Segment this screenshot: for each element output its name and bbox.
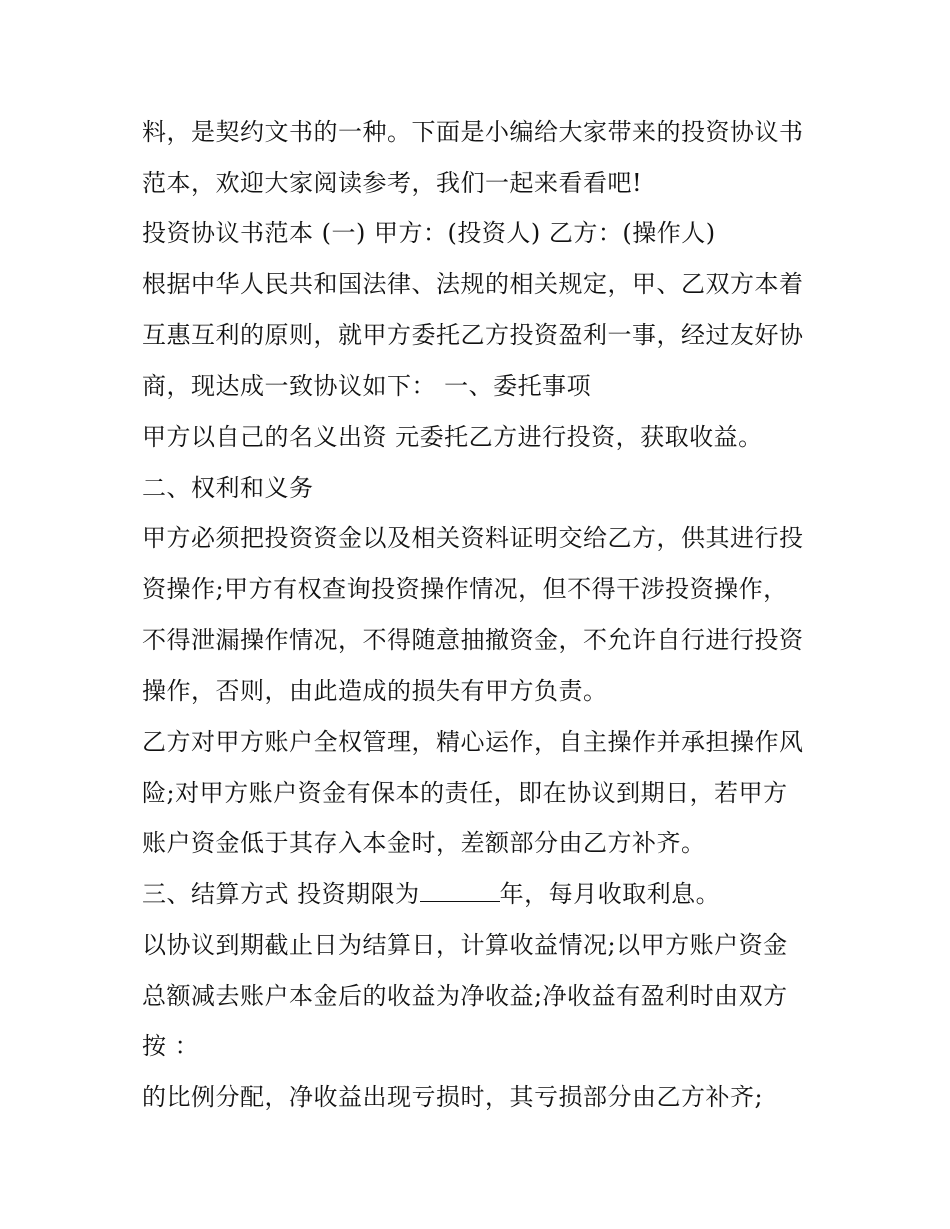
settlement-text-before: 三、结算方式 投资期限为 [142, 880, 420, 908]
text-line: 料，是契约文书的一种。下面是小编给大家带来的投资协议书 [142, 118, 804, 146]
investment-term-blank [420, 881, 500, 902]
settlement-line [142, 879, 822, 909]
text-line: 账户资金低于其存入本金时，差额部分由乙方补齐。 [142, 829, 706, 857]
text-line: 甲方必须把投资资金以及相关资料证明交给乙方，供其进行投 [142, 524, 804, 552]
text-line: 按 ： [142, 1032, 200, 1060]
text-line: 乙方对甲方账户全权管理，精心运作，自主操作并承担操作风 [142, 728, 804, 756]
text-line: 范本，欢迎大家阅读参考，我们一起来看看吧! [142, 169, 643, 197]
text-line: 不得泄漏操作情况，不得随意抽撤资金，不允许自行进行投资 [142, 626, 804, 654]
text-line: 投资协议书范本 (一) 甲方：(投资人) 乙方：(操作人) [142, 219, 716, 247]
text-line: 资操作;甲方有权查询投资操作情况，但不得干涉投资操作， [142, 575, 788, 603]
text-line: 互惠互利的原则，就甲方委托乙方投资盈利一事，经过友好协 [142, 321, 804, 349]
text-line: 商，现达成一致协议如下： 一、委托事项 [142, 372, 592, 400]
text-line: 的比例分配，净收益出现亏损时，其亏损部分由乙方补齐; [142, 1083, 764, 1111]
settlement-text-after: 年，每月收取利息。 [499, 880, 721, 908]
text-line: 操作，否则，由此造成的损失有甲方负责。 [142, 677, 608, 705]
text-line: 以协议到期截止日为结算日，计算收益情况;以甲方账户资金 [142, 931, 788, 959]
section-heading: 二、权利和义务 [142, 474, 314, 502]
text-line: 险;对甲方账户资金有保本的责任，即在协议到期日，若甲方 [142, 779, 788, 807]
text-line: 根据中华人民共和国法律、法规的相关规定，甲、乙双方本着 [142, 270, 804, 298]
text-line: 甲方以自己的名义出资 元委托乙方进行投资，获取收益。 [142, 423, 763, 451]
text-line: 总额减去账户本金后的收益为净收益;净收益有盈利时由双方 [142, 982, 788, 1010]
